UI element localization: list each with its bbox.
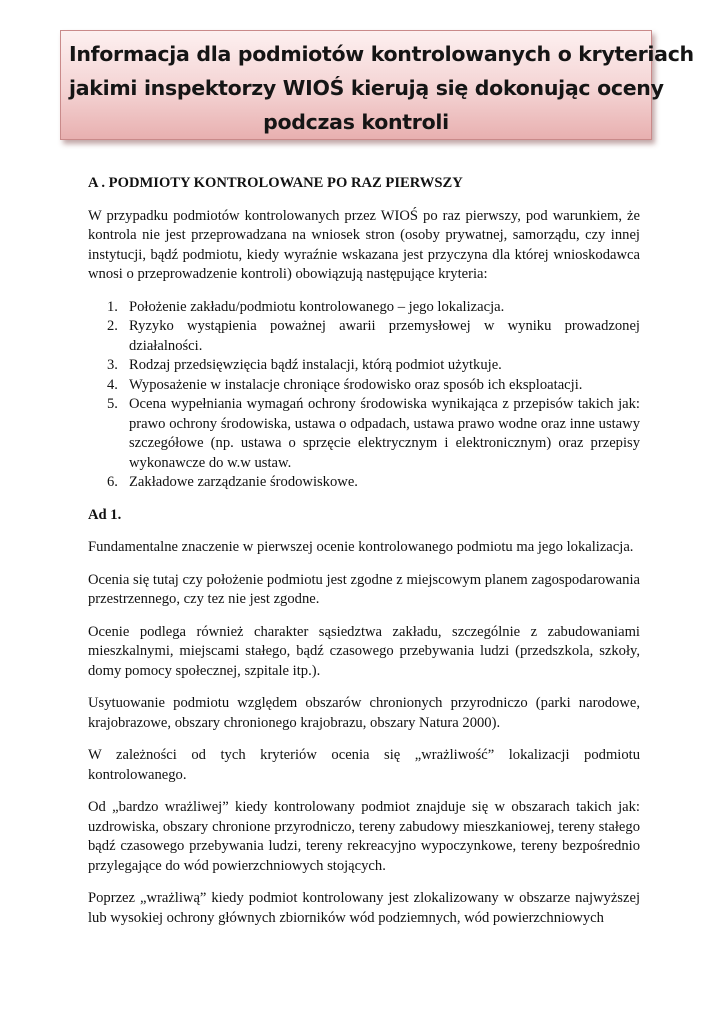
section-a-heading: A . PODMIOTY KONTROLOWANE PO RAZ PIERWSZY [88, 175, 463, 191]
criteria-text: Zakładowe zarządzanie środowiskowe. [129, 474, 358, 490]
criteria-text: Rodzaj przedsięwzięcia bądź instalacji, którą podmiot użytkuje. [129, 357, 502, 373]
criteria-number: 1. [107, 298, 118, 315]
criteria-text: Położenie zakładu/podmiotu kontrolowanego – jego lokalizacja. [129, 298, 505, 315]
title-line-1: Informacja dla podmiotów kontrolowanych o kryteriach [69, 42, 694, 66]
document-title-box [60, 30, 694, 140]
ad1-paragraph: Usytuowanie podmiotu względem obszarów chronionych przyrodniczo (parki narodowe, krajobrazowe, obszary chronionego krajobrazu, obszary Natura 2000). [88, 695, 640, 731]
section-a-intro: W przypadku podmiotów kontrolowanych przez WIOŚ po raz pierwszy, pod warunkiem, że kontrola nie jest przeprowadzana na wniosek stron (osoby prywatnej, samorządu, czy innej instytucji, bądź podmiotu, kiedy wyraźnie wskazana jest przyczyna dla której wnioskodawca wnosi o przeprowadzenie kontroli) obowiązują następujące kryteria: [88, 207, 640, 282]
document-body [88, 174, 640, 941]
criteria-item [88, 473, 640, 493]
criteria-item [88, 395, 640, 473]
title-line-3: podczas kontroli [263, 110, 449, 134]
ad1-paragraph: Ocenie podlega również charakter sąsiedztwa zakładu, szczególnie z zabudowaniami mieszkalnymi, miejscami stałego, bądź czasowego przebywania ludzi (przedszkola, szkoły, domy pomocy społecznej, szpitale itp.). [88, 623, 640, 679]
criteria-number: 6. [107, 474, 118, 490]
ad1-paragraph: Ocenia się tutaj czy położenie podmiotu jest zgodne z miejscowym planem zagospodarowania przestrzennego, czy tez nie jest zgodne. [88, 571, 640, 607]
criteria-item [88, 298, 640, 318]
criteria-text: Ocena wypełniania wymagań ochrony środowiska wynikająca z przepisów takich jak: prawo ochrony środowiska, ustawa o odpadach, ustawa prawo wodne oraz inne ustawy szczegółowe (np. ustawa o sprzęcie elektrycznym i elektronicznym) oraz przepisy wykonawcze do w.w ustaw. [129, 396, 640, 471]
criteria-text: Wyposażenie w instalacje chroniące środowisko oraz sposób ich eksploatacji. [129, 376, 583, 393]
ad1-paragraph: Poprzez „wrażliwą” kiedy podmiot kontrolowany jest zlokalizowany w obszarze najwyższej lub wysokiej ochrony głównych zbiorników wód podziemnych, wód powierzchniowych [88, 890, 640, 926]
criteria-number: 5. [107, 396, 118, 412]
criteria-list [88, 298, 640, 493]
criteria-item [88, 317, 640, 356]
criteria-item [88, 376, 640, 396]
criteria-number: 4. [107, 376, 118, 393]
criteria-item [88, 356, 640, 376]
ad1-heading: Ad 1. [88, 506, 122, 523]
criteria-number: 2. [107, 318, 118, 334]
ad1-paragraph: Od „bardzo wrażliwej” kiedy kontrolowany podmiot znajduje się w obszarach takich jak: uzdrowiska, obszary chronione przyrodniczo, tereny zabudowy mieszkaniowej, tereny stałego bądź czasowego przebywania ludzi, tereny rekreacyjno wypoczynkowe, tereny bezpośrednio przylegające do wód powierzchniowych stojących. [88, 799, 640, 874]
ad1-paragraph: W zależności od tych kryteriów ocenia się „wrażliwość” lokalizacji podmiotu kontrolowanego. [88, 747, 640, 783]
criteria-text: Ryzyko wystąpienia poważnej awarii przemysłowej w wyniku prowadzonej działalności. [129, 318, 640, 354]
ad1-paragraph: Fundamentalne znaczenie w pierwszej ocenie kontrolowanego podmiotu ma jego lokalizacja. [88, 539, 634, 555]
title-line-2: jakimi inspektorzy WIOŚ kierują się dokonując oceny [69, 76, 664, 100]
criteria-number: 3. [107, 357, 118, 373]
